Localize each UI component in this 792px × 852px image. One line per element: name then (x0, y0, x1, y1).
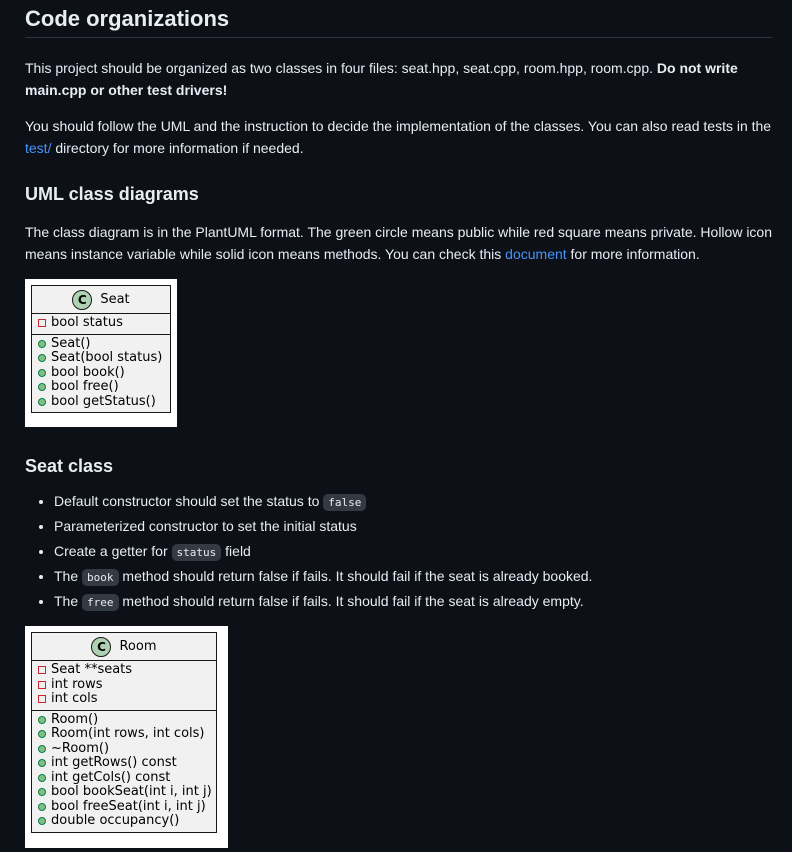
public-method-icon (38, 745, 46, 753)
private-field-icon (38, 681, 46, 689)
class-name: Seat (100, 291, 130, 307)
public-method-icon (38, 759, 46, 767)
public-method-icon (38, 716, 46, 724)
document-link[interactable]: document (505, 246, 567, 262)
public-method-icon (38, 383, 46, 391)
method-row (38, 771, 216, 786)
list-item (54, 539, 772, 564)
method-text: bool freeSeat(int i, int j) (51, 798, 206, 814)
field-row (38, 692, 216, 707)
inline-code: book (82, 569, 119, 586)
method-text: double occupancy() (51, 813, 180, 828)
fields-section (32, 661, 216, 711)
intro-text: This project should be organized as two classes in four files: seat.hpp, seat.cpp, room.hpp, room.cpp. (25, 60, 653, 76)
list-item (54, 564, 772, 589)
methods-section (32, 711, 216, 832)
private-field-icon (38, 695, 46, 703)
method-row (38, 785, 216, 800)
methods-section (32, 335, 170, 413)
field-row (38, 678, 216, 693)
para2-text-after: directory for more information if needed. (55, 140, 304, 156)
method-text: bool book() (51, 364, 125, 380)
inline-code: free (82, 594, 119, 611)
method-text: bool getStatus() (51, 393, 156, 409)
item-text: Default constructor should set the status to (54, 493, 320, 509)
field-row (38, 663, 216, 678)
field-row (38, 316, 170, 331)
intro-paragraph (25, 57, 772, 101)
public-method-icon (38, 398, 46, 406)
item-text: The (54, 593, 79, 609)
uml-text: The class diagram is in the PlantUML format. The green circle means public while red square means private. Hollow icon means instance variable while solid icon means methods. You can check this (25, 224, 773, 262)
field-text: int rows (51, 676, 103, 692)
class-icon: C (72, 290, 92, 310)
uml-instruction-paragraph (25, 115, 772, 159)
class-header (32, 633, 216, 661)
method-row (38, 742, 216, 757)
item-text-after: field (225, 543, 251, 559)
public-method-icon (38, 340, 46, 348)
method-text: bool bookSeat(int i, int j) (51, 784, 212, 799)
private-field-icon (38, 319, 46, 327)
method-row (38, 800, 216, 815)
room-uml-diagram (25, 626, 228, 848)
public-method-icon (38, 788, 46, 796)
method-row (38, 351, 170, 366)
list-item (54, 489, 772, 514)
field-text: Seat **seats (51, 662, 133, 677)
inline-code: status (172, 544, 222, 561)
class-icon: C (91, 637, 111, 657)
item-text: Parameterized constructor to set the initial status (54, 518, 357, 534)
method-row (38, 727, 216, 742)
method-text: bool free() (51, 379, 119, 394)
method-row (38, 366, 170, 381)
seat-class-box (31, 285, 171, 413)
item-text: Create a getter for (54, 543, 168, 559)
inline-code: false (323, 494, 366, 511)
test-dir-link[interactable]: test/ (25, 140, 52, 156)
room-class-box (31, 632, 217, 833)
public-method-icon (38, 817, 46, 825)
public-method-icon (38, 369, 46, 377)
para2-text: You should follow the UML and the instruction to decide the implementation of the classes. You can also read tests in the (25, 118, 772, 134)
public-method-icon (38, 354, 46, 362)
method-row (38, 814, 216, 829)
page-title: Code organizations (25, 0, 772, 38)
method-row (38, 380, 170, 395)
uml-paragraph (25, 221, 772, 265)
uml-text-after: for more information. (570, 246, 700, 262)
seat-class-heading: Seat class (25, 456, 114, 476)
fields-section (32, 314, 170, 335)
public-method-icon (38, 730, 46, 738)
method-row (38, 713, 216, 728)
private-field-icon (38, 666, 46, 674)
method-row (38, 337, 170, 352)
list-item (54, 589, 772, 614)
method-text: Room(int rows, int cols) (51, 726, 205, 741)
method-text: Seat() (51, 335, 91, 351)
intro-bold: Do not write main.cpp or other test drivers! (25, 60, 738, 98)
list-item (54, 514, 772, 539)
uml-heading: UML class diagrams (25, 184, 199, 204)
seat-uml-diagram (25, 279, 177, 427)
method-text: Room() (51, 711, 99, 727)
method-row (38, 395, 170, 410)
seat-requirements-list (25, 489, 772, 614)
public-method-icon (38, 803, 46, 811)
public-method-icon (38, 774, 46, 782)
method-text: int getRows() const (51, 755, 177, 770)
class-name: Room (119, 638, 157, 654)
class-header (32, 286, 170, 314)
method-row (38, 756, 216, 771)
field-text: int cols (51, 691, 98, 706)
method-text: Seat(bool status) (51, 350, 163, 365)
item-text-after: method should return false if fails. It should fail if the seat is already booked. (122, 568, 593, 584)
method-text: ~Room() (51, 740, 110, 756)
method-text: int getCols() const (51, 769, 171, 785)
item-text: The (54, 568, 79, 584)
item-text-after: method should return false if fails. It should fail if the seat is already empty. (122, 593, 584, 609)
field-text: bool status (51, 315, 123, 330)
